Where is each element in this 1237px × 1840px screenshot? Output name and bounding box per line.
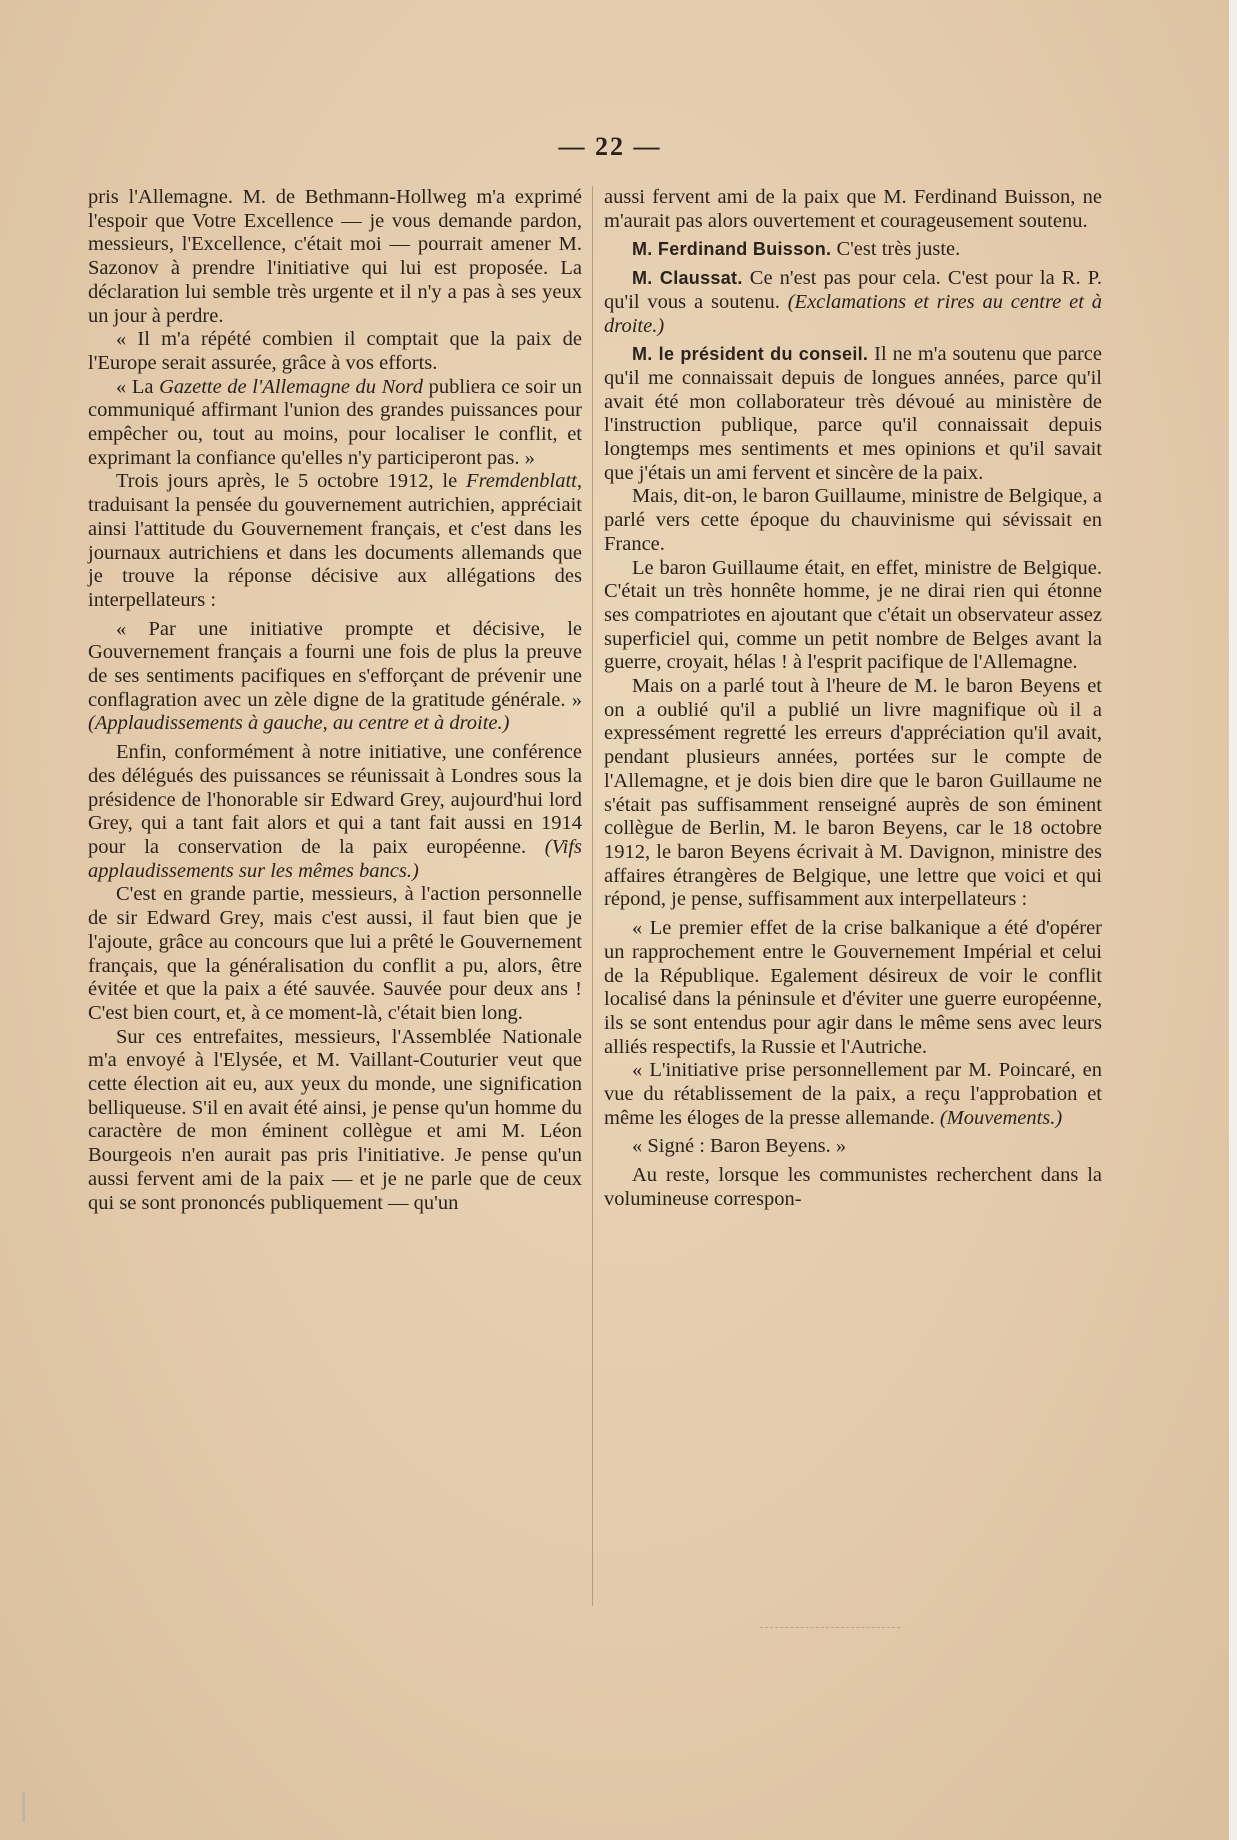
binding-mark <box>22 1792 25 1822</box>
right-column-paragraph <box>604 675 1102 912</box>
italic-text: (Exclamations et rires au centre et à droite.) <box>604 290 1102 337</box>
paragraph-text: « Le premier effet de la crise balkanique a été d'opérer un rapprochement entre le Gouvernement Impérial et celui de la République. Egalement désireux de voir le conflit localisé dans la péninsule et d'éviter une guerre européenne, ils se sont entendus pour agir dans le même sens avec leurs alliés respectifs, la Russie et l'Autriche. <box>604 917 1102 1058</box>
right-column-paragraph <box>604 917 1102 1059</box>
paragraph-text: Le baron Guillaume était, en effet, ministre de Belgique. C'était un très honnête homme, je ne dirai rien qui étonne ses compatriotes en ajoutant que c'était un observateur assez superficiel qui, comme un petit nombre de Belges avant la guerre, croyait, hélas ! à l'esprit pacifique de l'Allemagne. <box>604 556 1102 674</box>
right-column <box>604 186 1102 1212</box>
left-column-paragraph <box>88 376 582 471</box>
paragraph-text: « La <box>116 375 160 398</box>
footer-rule <box>760 1627 900 1629</box>
right-column-paragraph <box>604 1164 1102 1211</box>
right-column-paragraph <box>604 238 1102 262</box>
right-column-paragraph <box>604 1059 1102 1130</box>
paragraph-text: Mais, dit-on, le baron Guillaume, ministre de Belgique, a parlé vers cette époque du chauvinisme qui sévissait en France. <box>604 485 1102 555</box>
speaker-name: M. le président du conseil. <box>632 344 869 365</box>
italic-text: Fremdenblatt <box>466 470 577 493</box>
right-column-paragraph <box>604 186 1102 233</box>
paragraph-text: aussi fervent ami de la paix que M. Ferdinand Buisson, ne m'aurait pas alors ouvertement et courageusement soutenu. <box>604 186 1102 232</box>
paragraph-text: C'est en grande partie, messieurs, à l'action personnelle de sir Edward Grey, mais c'est aussi, il faut bien que je l'ajoute, grâce au concours que lui a prêté le Gouvernement français, que la généralisation du conflit a pu, alors, être évitée et que la paix a été sauvée. Sauvée pour deux ans ! C'est bien court, et, à ce moment-là, c'était bien long. <box>88 883 582 1024</box>
left-column-paragraph <box>88 470 582 612</box>
right-column-paragraph <box>604 557 1102 676</box>
column-divider <box>592 186 593 1606</box>
paragraph-text: , traduisant la pensée du gouvernement autrichien, appréciait ainsi l'attitude du Gouvernement français, et c'est dans les journaux autrichiens et dans les documents allemands que je trouve la réponse décisive aux allégations des interpellateurs : <box>88 470 582 611</box>
left-column-paragraph <box>88 618 582 737</box>
paragraph-text: publiera ce soir un communiqué affirmant l'union des grandes puissances pour empêcher ou, tout au moins, pour localiser le conflit, et exprimant la confiance qu'elles n'y participeront pas. » <box>88 375 583 469</box>
left-column-paragraph <box>88 883 582 1025</box>
paragraph-text: Enfin, conformément à notre initiative, une conférence des délégués des puissances se réunissait à Londres sous la présidence de l'honorable sir Edward Grey, aujourd'hui lord Grey, qui a tant fait alors et qui a tant fait aussi en 1914 pour la conservation de la paix européenne. <box>88 741 582 858</box>
left-column-paragraph <box>88 1026 582 1216</box>
page-edge <box>1229 0 1237 1840</box>
right-column-paragraph <box>604 267 1102 338</box>
paragraph-text: Il ne m'a soutenu que parce qu'il me connaissait depuis de longues années, parce qu'il avait été mon collaborateur très dévoué au ministère de l'instruction publique, parce qu'il connaissait depuis longtemps mes sentiments et mes opinions et qu'il savait que j'étais un ami fervent et sincère de la paix. <box>604 343 1102 484</box>
left-column <box>88 186 582 1215</box>
page-number: — 22 — <box>558 132 662 161</box>
italic-text: (Applaudissements à gauche, au centre et à droite.) <box>88 712 510 735</box>
speaker-name: M. Ferdinand Buisson. <box>632 239 832 260</box>
paragraph-text: Trois jours après, le 5 octobre 1912, le <box>116 470 467 493</box>
paragraph-text: C'est très juste. <box>831 238 961 261</box>
paragraph-text: « Signé : Baron Beyens. » <box>632 1135 847 1158</box>
paragraph-text: « Par une initiative prompte et décisive, le Gouvernement français a fourni une fois de plus la preuve de ses sentiments pacifiques en s'efforçant de prévenir une conflagration avec un zèle digne de la gratitude générale. » <box>88 617 582 711</box>
left-column-paragraph <box>88 741 582 883</box>
italic-text: Gazette de l'Allemagne du Nord <box>159 375 424 398</box>
paragraph-text: Sur ces entrefaites, messieurs, l'Assemblée Nationale m'a envoyé à l'Elysée, et M. Vaillant-Couturier veut que cette élection ait eu, aux yeux du monde, une signification belliqueuse. S'il en avait été ainsi, je pense qu'un homme du caractère de mon éminent collègue et ami M. Léon Bourgeois n'en aurait pas pris l'initiative. Je pense qu'un aussi fervent ami de la paix — et je ne parle que de ceux qui se sont prononcés publiquement — qu'un <box>88 1025 582 1214</box>
right-column-paragraph <box>604 343 1102 485</box>
right-column-paragraph <box>604 1135 1102 1159</box>
paragraph-text: Ce n'est pas pour cela. C'est pour la R. P. qu'il vous a soutenu. <box>604 267 1102 313</box>
italic-text: (Vifs applaudissements sur les mêmes bancs.) <box>88 835 582 882</box>
paragraph-text: « Il m'a répété combien il comptait que la paix de l'Europe serait assurée, grâce à vos efforts. <box>88 328 582 374</box>
paragraph-text: « L'initiative prise personnellement par M. Poincaré, en vue du rétablissement de la paix, a reçu l'approbation et même les éloges de la presse allemande. <box>604 1059 1102 1129</box>
paragraph-text: Au reste, lorsque les communistes recherchent dans la volumineuse correspon- <box>604 1164 1102 1210</box>
paragraph-text: Mais on a parlé tout à l'heure de M. le baron Beyens et on a oublié qu'il a publié un livre magnifique où il a expressément regretté les erreurs d'appréciation qu'il avait, pendant plusieurs années, portées sur le compte de l'Allemagne, et je dois bien dire que le baron Guillaume ne s'était pas suffisamment renseigné auprès de son éminent collègue de Berlin, M. le baron Beyens, car le 18 octobre 1912, le baron Beyens écrivait à M. Davignon, ministre des affaires étrangères de Belgique, une lettre que voici et qui répond, je pense, suffisamment aux interpellateurs : <box>604 675 1102 911</box>
left-column-paragraph <box>88 328 582 375</box>
italic-text: (Mouvements.) <box>939 1106 1063 1129</box>
paragraph-text: pris l'Allemagne. M. de Bethmann-Hollweg m'a exprimé l'espoir que Votre Excellence — je vous demande pardon, messieurs, l'Excellence, c'était moi — pourrait amener M. Sazonov à prendre l'initiative qui lui est proposée. La déclaration lui semble très urgente et il n'y a pas à ses yeux un jour à perdre. <box>88 186 582 327</box>
speaker-name: M. Claussat. <box>632 268 743 289</box>
left-column-paragraph <box>88 186 582 328</box>
right-column-paragraph <box>604 485 1102 556</box>
